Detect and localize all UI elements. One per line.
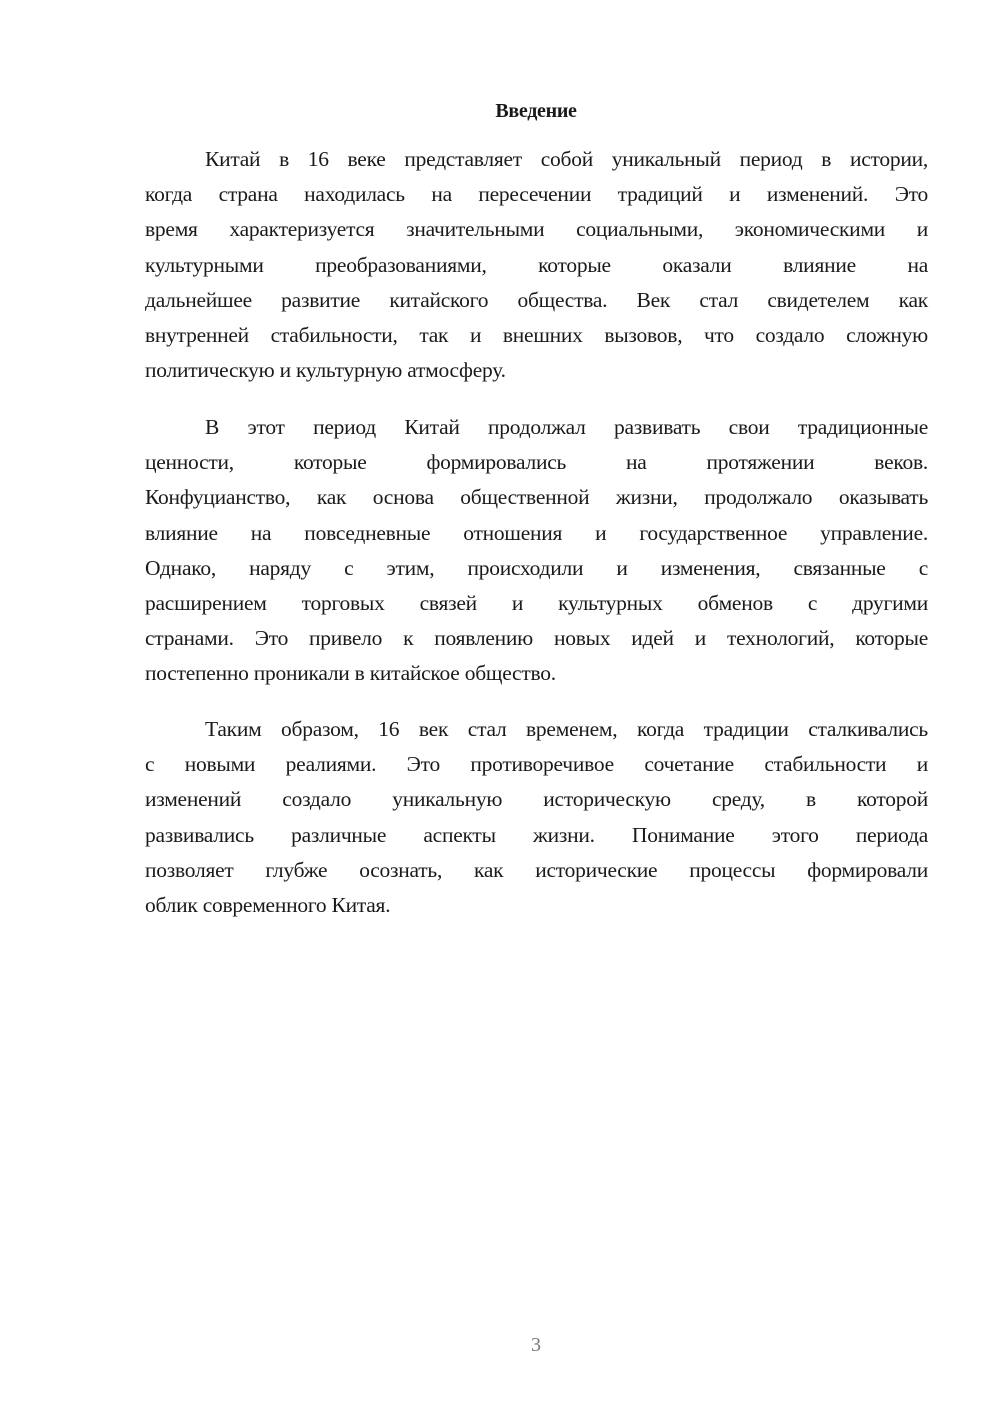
text-line: политическую и культурную атмосферу. [145, 358, 506, 383]
text-line: развивались различные аспекты жизни. Понимание этого периода [145, 822, 928, 847]
text-line: постепенно проникали в китайское общество. [145, 661, 556, 686]
text-line: странами. Это привело к появлению новых идей и технологий, которые [145, 626, 928, 651]
text-line: дальнейшее развитие китайского общества. Век стал свидетелем как [145, 287, 928, 312]
section-title: Введение [495, 100, 577, 122]
text-line: Конфуцианство, как основа общественной жизни, продолжало оказывать [145, 485, 928, 510]
paragraph-1 [145, 142, 928, 388]
text-line: изменений создало уникальную историческую среду, в которой [145, 787, 928, 812]
page-number: 3 [531, 1334, 541, 1356]
text-line: В этот период Китай продолжал развивать свои традиционные [205, 415, 928, 439]
text-line: облик современного Китая. [145, 892, 391, 917]
text-line: когда страна находилась на пересечении традиций и изменений. Это [145, 182, 928, 207]
text-line: внутренней стабильности, так и внешних вызовов, что создало сложную [145, 322, 928, 347]
text-line: позволяет глубже осознать, как исторические процессы формировали [145, 857, 928, 882]
paragraph-2 [145, 410, 928, 692]
text-line: влияние на повседневные отношения и государственное управление. [145, 520, 928, 545]
paragraph-3 [145, 712, 928, 923]
text-line: ценности, которые формировались на протяжении веков. [145, 450, 928, 475]
text-line: Таким образом, 16 век стал временем, когда традиции сталкивались [205, 717, 928, 741]
text-line: время характеризуется значительными социальными, экономическими и [145, 217, 928, 242]
text-line: культурными преобразованиями, которые оказали влияние на [145, 252, 928, 277]
text-line: Однако, наряду с этим, происходили и изменения, связанные с [145, 555, 928, 580]
text-line: с новыми реалиями. Это противоречивое сочетание стабильности и [145, 752, 928, 777]
text-line: Китай в 16 веке представляет собой уникальный период в истории, [205, 147, 928, 171]
text-line: расширением торговых связей и культурных обменов с другими [145, 590, 928, 615]
